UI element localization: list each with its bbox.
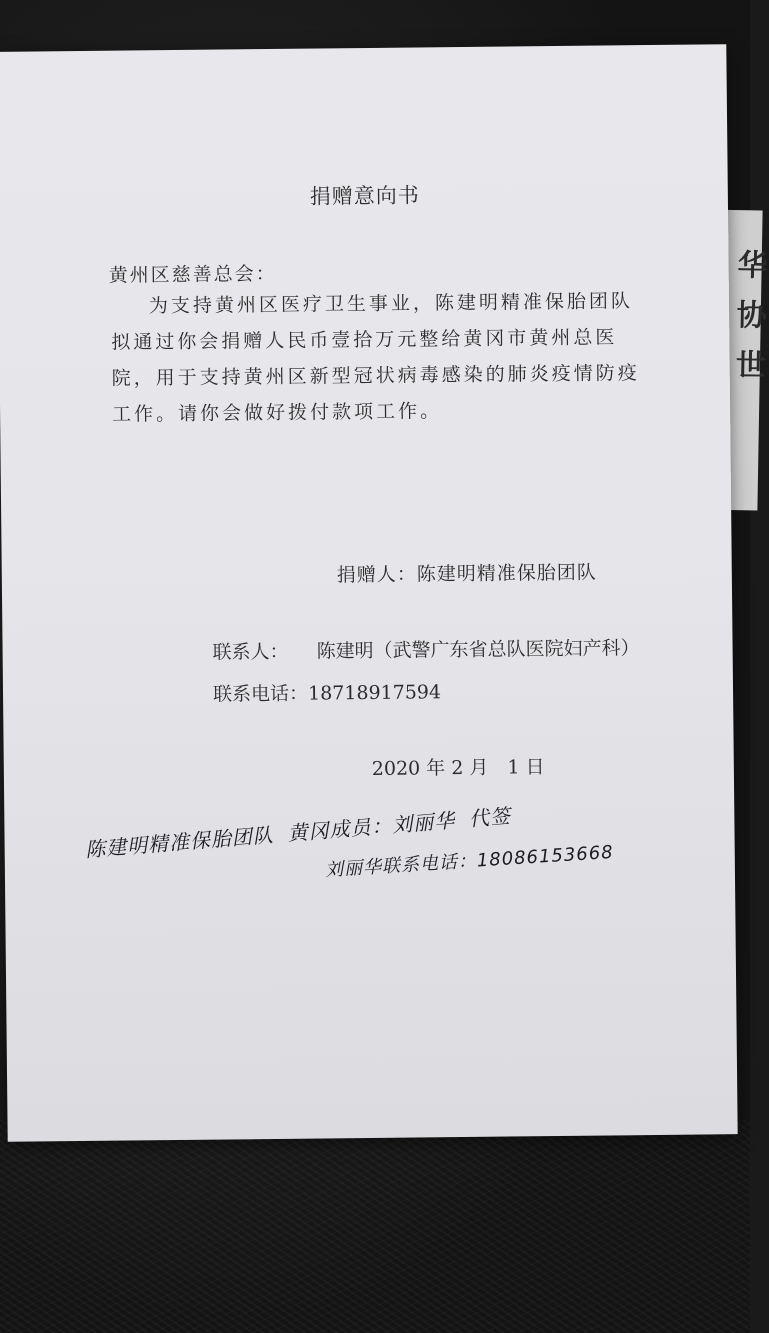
letter-body: 为支持黄州区医疗卫生事业，陈建明精准保胎团队拟通过你会捐赠人民币壹拾万元整给黄冈市黄州总医院，用于支持黄州区新型冠状病毒感染的肺炎疫情防疫工作。请你会做好拨付款项工作。 [111,290,640,426]
phone-line [213,677,441,706]
phone-number: 18718917594 [307,681,442,705]
contact-name: 陈建明（武警广东省总队医院妇产科） [316,637,640,663]
hand-member-label: 黄冈成员： [286,813,394,846]
underlying-glyph: 世 [735,348,767,384]
phone-label: 联系电话： [212,682,309,706]
handwritten-phone-line [324,838,614,882]
hand-team: 陈建明精准保胎团队 [84,822,275,862]
hand-phone: 18086153668 [476,841,615,872]
donor-label: 捐赠人： [336,563,417,587]
contact-label: 联系人： [212,640,289,664]
hand-phone-label: 刘丽华联系电话： [324,850,478,881]
donation-letter-sheet [0,44,738,1142]
donor-line [337,558,597,588]
hand-name: 刘丽华 [391,808,457,838]
letter-date: 2020 年 2 月 1 日 [371,756,545,780]
underlying-glyph: 华 [737,248,768,284]
desk-texture [0,1120,750,1333]
donor-name: 陈建明精准保胎团队 [416,561,597,586]
underlying-glyph: 协 [736,298,768,334]
letter-title: 捐赠意向书 [309,183,420,209]
salutation: 黄州区慈善总会： [108,262,277,287]
hand-proxy: 代签 [468,803,512,831]
contact-line [212,633,639,664]
